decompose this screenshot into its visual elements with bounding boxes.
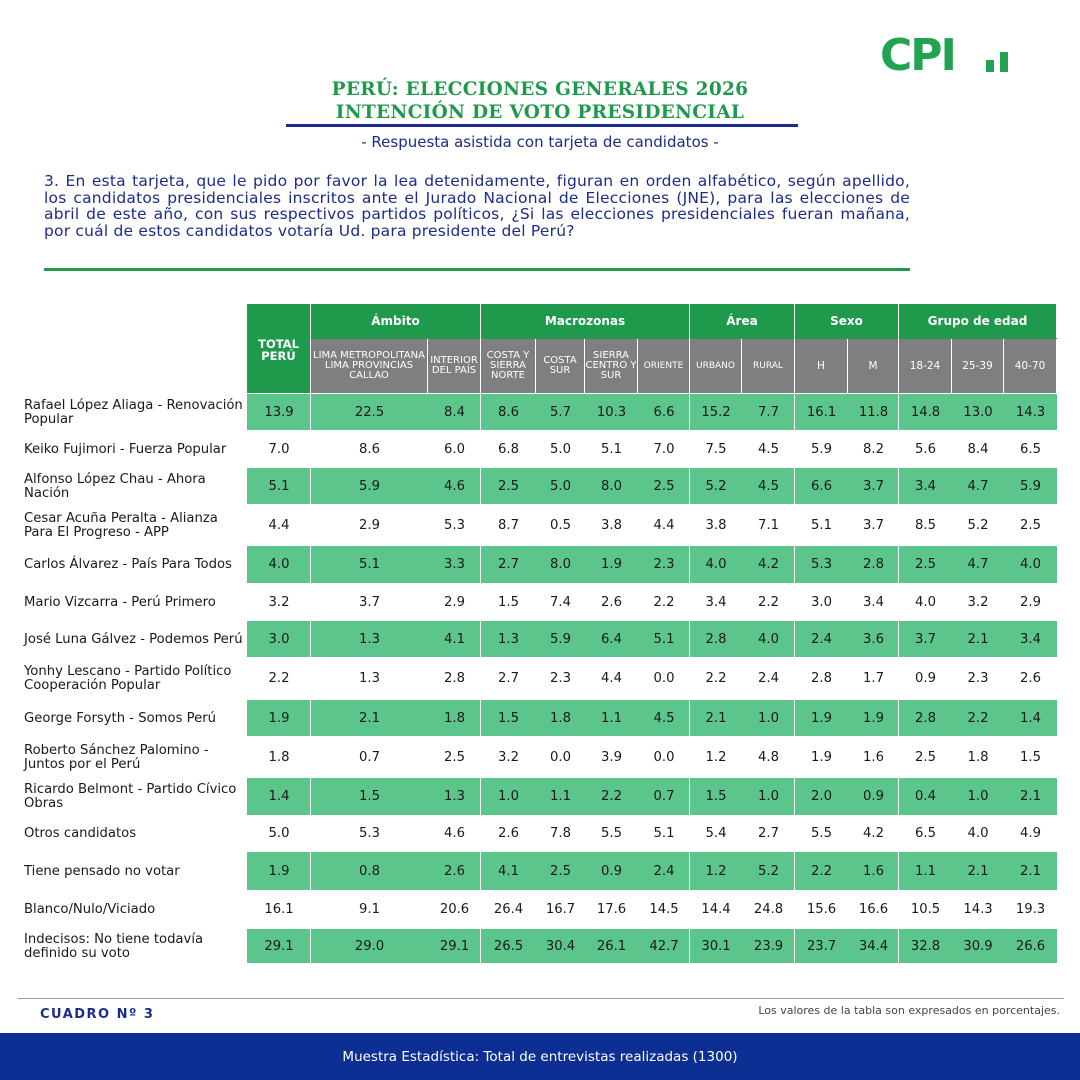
value-cell: 2.6 xyxy=(1020,671,1041,686)
value-cell: 5.4 xyxy=(705,826,727,841)
value-cell: 2.4 xyxy=(811,631,832,647)
value-cell: 1.4 xyxy=(268,789,290,804)
value-cell: 7.4 xyxy=(550,594,571,610)
value-cell: 6.5 xyxy=(915,826,936,841)
candidate-name: Blanco/Nulo/Viciado xyxy=(24,902,156,918)
value-cell: 3.7 xyxy=(915,631,936,647)
value-cell: 2.3 xyxy=(653,557,675,572)
value-cell: 6.6 xyxy=(811,478,832,494)
value-cell: 1.8 xyxy=(967,749,989,765)
column-subheader: M xyxy=(848,339,898,393)
value-cell: 19.3 xyxy=(1015,902,1046,917)
value-cell: 1.5 xyxy=(498,710,519,726)
candidate-name: José Luna Gálvez - Podemos Perú xyxy=(24,631,243,647)
value-cell: 4.1 xyxy=(498,863,519,879)
value-cell: 1.9 xyxy=(811,710,832,726)
bottom-divider xyxy=(18,998,1064,999)
value-cell: 17.6 xyxy=(596,902,627,917)
value-cell: 29.1 xyxy=(264,938,294,954)
value-cell: 1.8 xyxy=(444,710,465,726)
value-cell: 5.1 xyxy=(653,631,675,647)
response-type: - Respuesta asistida con tarjeta de candidatos - xyxy=(361,133,719,151)
value-cell: 3.4 xyxy=(915,478,936,494)
value-cell: 16.6 xyxy=(858,902,889,917)
value-cell: 3.2 xyxy=(967,594,989,610)
value-cell: 22.5 xyxy=(354,404,385,420)
value-cell: 1.5 xyxy=(1020,749,1041,765)
value-cell: 8.5 xyxy=(915,517,936,533)
value-cell: 8.0 xyxy=(601,478,622,494)
candidate-name: Rafael López Aliaga - Renovación Popular xyxy=(24,397,243,427)
value-cell: 5.2 xyxy=(758,863,779,879)
column-subheader: URBANO xyxy=(690,339,741,393)
value-cell: 8.4 xyxy=(967,441,989,457)
title-divider xyxy=(286,124,798,127)
value-cell: 26.1 xyxy=(596,938,627,954)
value-cell: 30.1 xyxy=(701,938,731,954)
value-cell: 1.9 xyxy=(863,710,884,726)
candidate-name: Alfonso López Chau - Ahora Nación xyxy=(24,471,206,501)
value-cell: 7.8 xyxy=(550,826,571,841)
group-header: Macrozonas xyxy=(481,304,689,338)
value-cell: 3.2 xyxy=(498,749,519,765)
value-cell: 7.1 xyxy=(758,517,779,533)
value-cell: 2.8 xyxy=(705,631,727,647)
value-cell: 2.4 xyxy=(653,863,675,879)
row-label xyxy=(24,546,246,584)
value-cell: 2.5 xyxy=(498,478,519,494)
column-subheader: RURAL xyxy=(742,339,794,393)
value-cell: 5.5 xyxy=(811,826,832,841)
value-cell: 3.4 xyxy=(1020,631,1041,647)
value-cell: 2.8 xyxy=(863,557,884,572)
value-cell: 0.0 xyxy=(653,671,675,686)
value-cell: 2.6 xyxy=(601,594,622,610)
row-label xyxy=(24,778,246,816)
value-cell: 14.5 xyxy=(649,902,679,917)
value-cell: 2.3 xyxy=(967,671,989,686)
value-cell: 16.1 xyxy=(806,404,837,420)
value-cell: 4.0 xyxy=(758,631,779,647)
value-cell: 1.2 xyxy=(705,863,727,879)
value-cell: 8.0 xyxy=(550,557,571,572)
value-cell: 13.0 xyxy=(963,404,993,420)
header-green-band xyxy=(311,338,1057,339)
logo-bar-small xyxy=(986,60,994,72)
value-cell: 4.7 xyxy=(967,557,989,572)
value-cell: 10.3 xyxy=(596,404,627,420)
page-title: PERÚ: ELECCIONES GENERALES 2026 xyxy=(331,79,749,100)
value-cell: 5.1 xyxy=(811,517,832,533)
value-cell: 2.2 xyxy=(758,594,779,610)
value-cell: 1.9 xyxy=(268,710,290,726)
column-subheader: H xyxy=(795,339,847,393)
value-cell: 5.1 xyxy=(653,826,675,841)
value-cell: 1.8 xyxy=(550,710,571,726)
value-cell: 5.3 xyxy=(359,826,380,841)
candidate-name: Cesar Acuña Peralta - Alianza Para El Progreso - APP xyxy=(24,510,218,540)
row-label xyxy=(24,468,246,505)
column-subheader: INTERIOR DEL PAÍS xyxy=(428,339,480,393)
value-cell: 0.0 xyxy=(550,749,571,765)
value-cell: 3.6 xyxy=(863,631,884,647)
value-cell: 4.4 xyxy=(653,517,675,533)
value-cell: 1.3 xyxy=(444,789,465,804)
value-cell: 2.8 xyxy=(444,671,465,686)
value-cell: 4.5 xyxy=(758,478,779,494)
value-cell: 5.2 xyxy=(705,478,727,494)
value-cell: 2.9 xyxy=(444,594,465,610)
value-cell: 8.4 xyxy=(444,404,465,420)
value-cell: 4.0 xyxy=(967,826,989,841)
value-cell: 14.8 xyxy=(910,404,941,420)
value-cell: 8.7 xyxy=(498,517,519,533)
value-cell: 2.2 xyxy=(653,594,675,610)
value-cell: 4.0 xyxy=(1020,557,1041,572)
value-cell: 2.1 xyxy=(967,863,989,879)
column-subheader: COSTA Y SIERRA NORTE xyxy=(481,339,535,393)
value-cell: 26.5 xyxy=(493,938,524,954)
value-cell: 1.9 xyxy=(268,863,290,879)
value-cell: 1.3 xyxy=(359,671,380,686)
value-cell: 7.0 xyxy=(653,441,675,457)
value-cell: 1.9 xyxy=(811,749,832,765)
value-cell: 4.0 xyxy=(915,594,936,610)
value-cell: 1.1 xyxy=(550,789,571,804)
value-cell: 2.5 xyxy=(915,749,936,765)
value-cell: 42.7 xyxy=(649,938,679,954)
value-cell: 1.4 xyxy=(1020,710,1041,726)
value-cell: 0.4 xyxy=(915,789,936,804)
value-cell: 4.0 xyxy=(705,557,727,572)
value-cell: 3.4 xyxy=(863,594,884,610)
value-cell: 23.7 xyxy=(806,938,837,954)
value-cell: 0.9 xyxy=(915,671,936,686)
value-cell: 3.3 xyxy=(444,557,465,572)
value-cell: 14.3 xyxy=(1015,404,1046,420)
value-cell: 4.1 xyxy=(444,631,465,647)
value-cell: 1.9 xyxy=(601,557,622,572)
value-cell: 26.6 xyxy=(1015,938,1046,954)
value-cell: 5.3 xyxy=(444,517,465,533)
value-cell: 2.0 xyxy=(811,789,832,804)
value-cell: 3.8 xyxy=(601,517,622,533)
value-cell: 0.9 xyxy=(601,863,622,879)
value-cell: 5.0 xyxy=(550,441,571,457)
value-cell: 3.8 xyxy=(705,517,727,533)
value-cell: 16.1 xyxy=(264,902,294,917)
row-label xyxy=(24,584,246,621)
value-cell: 7.5 xyxy=(705,441,727,457)
row-label xyxy=(24,621,246,658)
value-cell: 0.7 xyxy=(359,749,380,765)
value-cell: 0.7 xyxy=(653,789,675,804)
value-cell: 3.2 xyxy=(268,594,290,610)
row-label xyxy=(24,394,246,431)
value-cell: 1.0 xyxy=(758,710,779,726)
value-cell: 5.2 xyxy=(967,517,989,533)
value-cell: 4.4 xyxy=(601,671,622,686)
value-cell: 4.0 xyxy=(268,557,290,572)
row-label xyxy=(24,431,246,468)
value-cell: 2.1 xyxy=(359,710,380,726)
value-cell: 14.4 xyxy=(701,902,731,917)
value-cell: 34.4 xyxy=(858,938,889,954)
value-cell: 0.8 xyxy=(359,863,380,879)
value-cell: 4.2 xyxy=(758,557,779,572)
group-header: Grupo de edad xyxy=(899,304,1056,338)
candidate-name: Carlos Álvarez - País Para Todos xyxy=(24,557,232,573)
row-label xyxy=(24,658,246,700)
value-cell: 7.0 xyxy=(268,441,290,457)
value-cell: 1.3 xyxy=(498,631,519,647)
value-cell: 4.5 xyxy=(653,710,675,726)
column-subheader: 25-39 xyxy=(952,339,1003,393)
row-label xyxy=(24,700,246,737)
column-separator xyxy=(898,304,899,964)
value-cell: 6.5 xyxy=(1020,441,1041,457)
value-cell: 1.1 xyxy=(915,863,936,879)
value-cell: 2.9 xyxy=(359,517,380,533)
value-cell: 16.7 xyxy=(545,902,576,917)
value-cell: 3.7 xyxy=(863,517,884,533)
value-cell: 1.3 xyxy=(359,631,380,647)
column-separator xyxy=(480,304,481,964)
cpi-logo xyxy=(880,30,1030,81)
candidate-name: Indecisos: No tiene todavía definido su voto xyxy=(24,931,204,961)
value-cell: 1.0 xyxy=(498,789,519,804)
column-subheader: ORIENTE xyxy=(638,339,689,393)
value-cell: 6.4 xyxy=(601,631,622,647)
units-note: Los valores de la tabla son expresados en porcentajes. xyxy=(758,1004,1060,1017)
value-cell: 29.0 xyxy=(354,938,385,954)
candidate-name: Ricardo Belmont - Partido Cívico Obras xyxy=(24,782,237,811)
value-cell: 0.5 xyxy=(550,517,571,533)
value-cell: 1.0 xyxy=(967,789,989,804)
value-cell: 6.6 xyxy=(653,404,675,420)
value-cell: 8.6 xyxy=(359,441,380,457)
column-subheader: 18-24 xyxy=(899,339,951,393)
value-cell: 1.2 xyxy=(705,749,727,765)
candidate-name: Tiene pensado no votar xyxy=(24,863,180,879)
value-cell: 5.1 xyxy=(268,478,290,494)
value-cell: 4.6 xyxy=(444,478,465,494)
value-cell: 3.9 xyxy=(601,749,622,765)
value-cell: 3.0 xyxy=(811,594,832,610)
value-cell: 0.0 xyxy=(653,749,675,765)
value-cell: 24.8 xyxy=(753,902,784,917)
row-label xyxy=(24,852,246,891)
value-cell: 8.2 xyxy=(863,441,884,457)
value-cell: 5.9 xyxy=(1020,478,1041,494)
group-header: Sexo xyxy=(795,304,898,338)
sample-footer xyxy=(0,1033,1080,1080)
value-cell: 6.0 xyxy=(444,441,465,457)
value-cell: 0.9 xyxy=(863,789,884,804)
value-cell: 2.5 xyxy=(550,863,571,879)
value-cell: 2.6 xyxy=(444,863,465,879)
value-cell: 2.6 xyxy=(498,826,519,841)
value-cell: 1.5 xyxy=(705,789,727,804)
value-cell: 5.3 xyxy=(811,557,832,572)
row-label xyxy=(24,929,246,964)
value-cell: 5.9 xyxy=(550,631,571,647)
row-label xyxy=(24,505,246,546)
value-cell: 5.6 xyxy=(915,441,936,457)
value-cell: 1.6 xyxy=(863,749,884,765)
logo-bar-large xyxy=(1000,52,1008,72)
value-cell: 2.5 xyxy=(915,557,936,572)
value-cell: 8.6 xyxy=(498,404,519,420)
value-cell: 5.1 xyxy=(601,441,622,457)
value-cell: 10.5 xyxy=(910,902,941,917)
value-cell: 2.1 xyxy=(1020,863,1041,879)
value-cell: 11.8 xyxy=(858,404,889,420)
value-cell: 2.7 xyxy=(758,826,779,841)
value-cell: 2.5 xyxy=(653,478,675,494)
candidate-name: Mario Vizcarra - Perú Primero xyxy=(24,594,216,610)
value-cell: 9.1 xyxy=(359,902,380,917)
value-cell: 14.3 xyxy=(963,902,993,917)
value-cell: 5.7 xyxy=(550,404,571,420)
column-subheader: LIMA METROPOLITANA LIMA PROVINCIAS CALLAO xyxy=(311,339,427,393)
value-cell: 2.9 xyxy=(1020,594,1041,610)
column-separator xyxy=(310,304,311,964)
value-cell: 2.8 xyxy=(915,710,936,726)
value-cell: 5.1 xyxy=(359,557,380,572)
value-cell: 5.0 xyxy=(268,826,290,841)
survey-question: 3. En esta tarjeta, que le pido por favor la lea detenidamente, figuran en orden alfabético, según apellido, los candidatos presidenciales inscritos ante el Jurado Nacional de Elecciones (JNE), para las elecciones de abril de este año, con sus respectivos partidos políticos, ¿Si las elecciones presidenciales fueran mañana, por cuál de estos candidatos votaría Ud. para presidente del Perú? xyxy=(44,172,910,240)
value-cell: 4.4 xyxy=(268,517,290,533)
value-cell: 2.5 xyxy=(1020,517,1041,533)
group-header: Ámbito xyxy=(311,304,480,338)
candidate-name: Yonhy Lescano - Partido Político Cooperación Popular xyxy=(24,664,232,693)
value-cell: 2.2 xyxy=(811,863,832,879)
value-cell: 23.9 xyxy=(753,938,784,954)
value-cell: 5.9 xyxy=(359,478,380,494)
value-cell: 2.2 xyxy=(601,789,622,804)
value-cell: 2.4 xyxy=(758,671,779,686)
column-subheader: 40-70 xyxy=(1004,339,1056,393)
value-cell: 2.1 xyxy=(967,631,989,647)
value-cell: 5.5 xyxy=(601,826,622,841)
value-cell: 7.7 xyxy=(758,404,779,420)
table-number: CUADRO Nº 3 xyxy=(40,1007,155,1022)
value-cell: 1.5 xyxy=(359,789,380,804)
value-cell: 32.8 xyxy=(910,938,941,954)
value-cell: 1.6 xyxy=(863,863,884,879)
value-cell: 3.7 xyxy=(863,478,884,494)
value-cell: 1.7 xyxy=(863,671,884,686)
candidate-name: George Forsyth - Somos Perú xyxy=(24,710,217,726)
value-cell: 2.2 xyxy=(705,671,727,686)
value-cell: 15.2 xyxy=(701,404,731,420)
value-cell: 2.1 xyxy=(1020,789,1041,804)
candidate-name: Otros candidatos xyxy=(24,826,137,842)
value-cell: 4.6 xyxy=(444,826,465,841)
value-cell: 30.9 xyxy=(963,938,993,954)
value-cell: 1.1 xyxy=(601,710,622,726)
value-cell: 2.2 xyxy=(967,710,989,726)
value-cell: 6.8 xyxy=(498,441,519,457)
value-cell: 20.6 xyxy=(439,902,470,917)
candidate-name: Keiko Fujimori - Fuerza Popular xyxy=(24,441,227,457)
group-header: Área xyxy=(690,304,794,338)
sample-text: Muestra Estadística: Total de entrevistas realizadas (1300) xyxy=(342,1048,738,1065)
total-peru-header: TOTAL PERÚ xyxy=(247,304,310,393)
value-cell: 4.2 xyxy=(863,826,884,841)
column-separator xyxy=(794,304,795,964)
candidate-name: Roberto Sánchez Palomino - Juntos por el Perú xyxy=(24,742,209,772)
value-cell: 1.0 xyxy=(758,789,779,804)
value-cell: 5.9 xyxy=(811,441,832,457)
value-cell: 3.0 xyxy=(268,631,290,647)
value-cell: 4.5 xyxy=(758,441,779,457)
value-cell: 4.8 xyxy=(758,749,779,765)
value-cell: 3.4 xyxy=(705,594,727,610)
value-cell: 1.5 xyxy=(498,594,519,610)
value-cell: 2.2 xyxy=(268,671,290,686)
value-cell: 2.1 xyxy=(705,710,727,726)
value-cell: 5.0 xyxy=(550,478,571,494)
value-cell: 2.5 xyxy=(444,749,465,765)
value-cell: 13.9 xyxy=(264,404,294,420)
value-cell: 4.9 xyxy=(1020,826,1041,841)
value-cell: 2.3 xyxy=(550,671,571,686)
page-subtitle-title: INTENCIÓN DE VOTO PRESIDENCIAL xyxy=(335,102,745,123)
value-cell: 29.1 xyxy=(439,938,470,954)
column-subheader: SIERRA CENTRO Y SUR xyxy=(585,339,637,393)
value-cell: 2.7 xyxy=(498,671,519,686)
column-subheader: COSTA SUR xyxy=(536,339,584,393)
value-cell: 1.8 xyxy=(268,749,290,765)
value-cell: 4.7 xyxy=(967,478,989,494)
value-cell: 2.7 xyxy=(498,557,519,572)
value-cell: 15.6 xyxy=(806,902,837,917)
question-divider xyxy=(44,268,910,271)
value-cell: 2.8 xyxy=(811,671,832,686)
row-label xyxy=(24,816,246,852)
column-separator xyxy=(689,304,690,964)
value-cell: 26.4 xyxy=(493,902,524,917)
value-cell: 30.4 xyxy=(545,938,576,954)
value-cell: 3.7 xyxy=(359,594,380,610)
row-label xyxy=(24,891,246,929)
row-label xyxy=(24,737,246,778)
logo-text: CPI xyxy=(880,30,955,81)
